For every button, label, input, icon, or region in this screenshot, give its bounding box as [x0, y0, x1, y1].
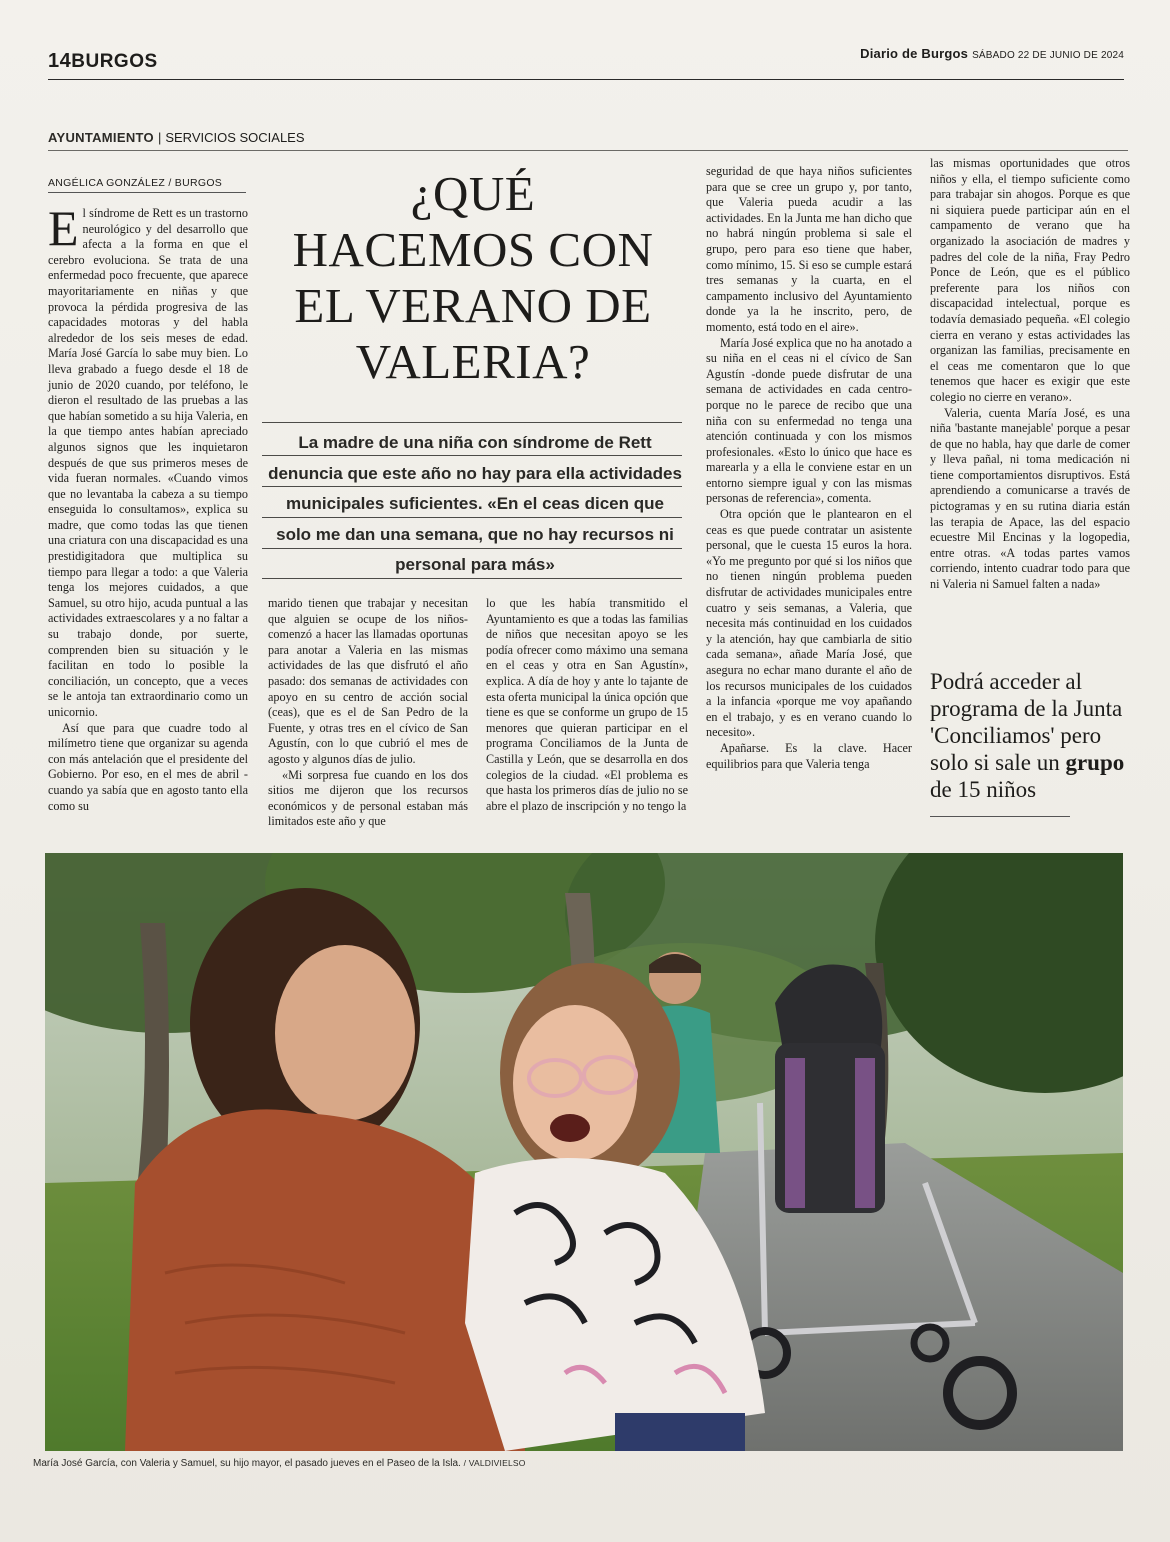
article-paragraph: lo que les había transmitido el Ayuntamiento es que a todas las familias de niños que necesitan apoyo se les podía ofrecer como máximo una semana en el ceas y otra en San Agustín», explica. A día de hoy y ante lo tajante de esta oferta municipal la única opción que tiene es que se conforme un grupo de 15 menores que quieran participar en el programa Conciliamos de la Junta de Castilla y León, que se desarrolla en dos colegios de la ciudad. «El problema es que hasta los primeros días de julio no se abre el plazo de inscripción y no tengo la: [486, 596, 688, 813]
page-number: 14: [48, 50, 72, 72]
page-folio: [48, 50, 158, 73]
article-paragraph: «Mi sorpresa fue cuando en los dos sitios me dijeron que los recursos económicos y de personal estaban más limitados este año y que: [268, 767, 468, 829]
newspaper-name: Diario de Burgos: [860, 46, 969, 61]
article-paragraph: seguridad de que haya niños suficientes para que se cree un grupo y, por tanto, que Valeria pueda acudir a las actividades. En la Junta me han dicho que no habrá ningún problema si sale el grupo, pero para eso tiene que haber, como mínimo, 15. Si eso se cumple estará tres semanas y la cuarta, en el campamento inclusivo del Ayuntamiento donde ya la he inscrito, pero, de momento, está todo en el aire».: [706, 164, 912, 334]
masthead: [860, 46, 1124, 61]
deck-rule: [262, 422, 682, 423]
byline: ANGÉLICA GONZÁLEZ / BURGOS: [48, 177, 246, 193]
pull-quote-rule: [930, 816, 1070, 817]
headline-line: HACEMOS CON: [292, 222, 654, 277]
section-separator: |: [157, 130, 162, 145]
section-divider: [48, 150, 1128, 151]
article-paragraph: Apañarse. Es la clave. Hacer equilibrios para que Valeria tenga: [706, 740, 912, 771]
paragraph-text: l síndrome de Rett es un trastorno neurológico y del desarrollo que afecta a la forma en que el cerebro evoluciona. Se trata de una enfermedad poco frecuente, que aparece mayoritariamente en niñas y que provoca la pérdida progresiva de las capacidades motoras y del habla alrededor de los seis meses de edad. María José García lo sabe muy bien. Lo lleva grabado a fuego desde el 18 de junio de 2020 cuando, por teléfono, le dieron el resultado de las pruebas a las que habían sometido a su hija Valeria, en la que tiempo antes habían apreciado algunos signos que les inquietaron después de que sus primeros meses de vida fueran normales. «Cuando vimos que no levantaba la cabeza a su tiempo enseguida lo consultamos», explica su madre, que como todas las que tienen una criatura con una discapacidad es una prestidigitadora que multiplica su tiempo para llegar a todo: a que Valeria tenga los mejores cuidados, a que Samuel, su otro hijo, acuda puntual a las actividades extraescolares y a no faltar a su trabajo donde, por suerte, comprenden bien su situación y le facilitan en todo lo posible la conciliación, un concepto, que a veces se le antoja tan extraordinario como un unicornio.: [48, 206, 248, 719]
headline: [258, 166, 688, 390]
deck-subheadline: La madre de una niña con síndrome de Rett denuncia que este año no hay para ella actividades municipales suficientes. «En el ceas dicen que solo me dan una semana, que no hay recursos ni personal para más»: [268, 433, 682, 574]
article-column-1: [48, 200, 248, 814]
article-paragraph: [48, 200, 248, 721]
article-paragraph: las mismas oportunidades que otros niños y ella, el tiempo suficiente como para trabajar sin ahogos. Porque es que ni siquiera puede participar aún en el campamento de verano que ha organizado la asociación de madres y padres del cole de la niña, Fray Pedro Ponce de León, que es el público preferente para los niños con discapacidad intelectual, porque es todavía demasiado pequeña. «El colegio cierra en verano y estas actividades las organizan las familias, precisamente en el ceas me comentaron que lo que tenemos que hacer es exigir que este colegio no cierre en verano».: [930, 156, 1130, 404]
pull-quote: [930, 668, 1130, 803]
headline-line: EL VERANO DE: [294, 278, 652, 333]
caption-text: María José García, con Valeria y Samuel, su hijo mayor, el pasado jueves en el Paseo de la Isla.: [33, 1458, 461, 1469]
section-sub: SERVICIOS SOCIALES: [165, 130, 305, 145]
article-column-2: [268, 596, 468, 830]
section-main: AYUNTAMIENTO: [48, 130, 154, 145]
section-title: BURGOS: [71, 51, 158, 72]
headline-line: ¿QUÉ: [410, 166, 536, 221]
article-paragraph: Valeria, cuenta María José, es una niña 'bastante manejable' porque a pesar de que no habla, hay que darle de comer y lleva pañal, ni toma medicación ni tiene comportamientos disruptivos. Está aprendiendo a comunicarse a través de pictogramas y en su rutina diaria están las terapia de Apace, las del espacio ecuestre Mil Encinas y la logopedia, entre otras. «A todas partes vamos corriendo, intento cuadrar todo para que ni Valeria ni Samuel falten a nada»: [930, 405, 1130, 592]
issue-date: SÁBADO 22 DE JUNIO DE 2024: [972, 50, 1124, 61]
page-header: [48, 46, 1124, 80]
pull-quote-emphasis: grupo: [1065, 750, 1125, 775]
article-paragraph: Otra opción que le plantearon en el ceas es que puede contratar un asistente personal, que le cuesta 15 euros la hora. «Yo me pregunto por qué si los niños que no tienen ningún problema pueden disfrutar de actividades municipales entre cuatro y seis semanas, a Valeria, que necesita más continuidad en los cuidados y la atención, hay que cambiarla de sitio cada semana», añade María José, que asegura no echar mano durante el año de los recursos municipales de los cuidados a la infancia «porque me voy apañando en el trabajo, y es en verano cuando lo necesito».: [706, 507, 912, 740]
article-column-3: [486, 596, 688, 814]
pull-quote-text: de 15 niños: [930, 777, 1037, 802]
park-scene-illustration: [45, 853, 1123, 1451]
article-paragraph: María José explica que no ha anotado a su niña en el ceas ni el cívico de San Agustín -donde puede disfrutar de una semana de actividades en cada centro- porque no le parece de recibo que una niña con su enfermedad no tenga una atención continuada y con los mismos profesionales. «Esto lo único que hace es marearla y a ella le conviene estar en un entorno siempre igual y con las mismas personas de referencia», comenta.: [706, 335, 912, 506]
photo-credit: / VALDIVIELSO: [463, 1458, 526, 1468]
photo-caption: [33, 1458, 526, 1469]
drop-cap: E: [48, 200, 79, 256]
article-paragraph: marido tienen que trabajar y necesitan que alguien se ocupe de los niños- comenzó a hacer las llamadas oportunas para anotar a Valeria en las mismas actividades de las que disfrutó el año pasado: dos semanas de actividades con apoyo en su centro de acción social (ceas), que es el de San Pedro de la Fuente, y otras tres en el cívico de San Agustín, con lo que cubrió el mes de agosto y algunos días de julio.: [268, 596, 468, 766]
section-label: [48, 130, 305, 145]
article-paragraph: Así que para que cuadre todo al milímetro tiene que organizar su agenda con más antelación que el presidente del Gobierno. Por eso, en el mes de abril -cuando ya sabía que en agosto tanto ella como su: [48, 720, 248, 813]
pull-quote-text: Podrá acceder al programa de la Junta 'Conciliamos' pero solo si sale un: [930, 669, 1123, 775]
headline-line: VALERIA?: [355, 334, 591, 389]
article-photo: [45, 853, 1123, 1451]
article-column-4: [706, 164, 912, 772]
article-column-5: [930, 156, 1130, 593]
